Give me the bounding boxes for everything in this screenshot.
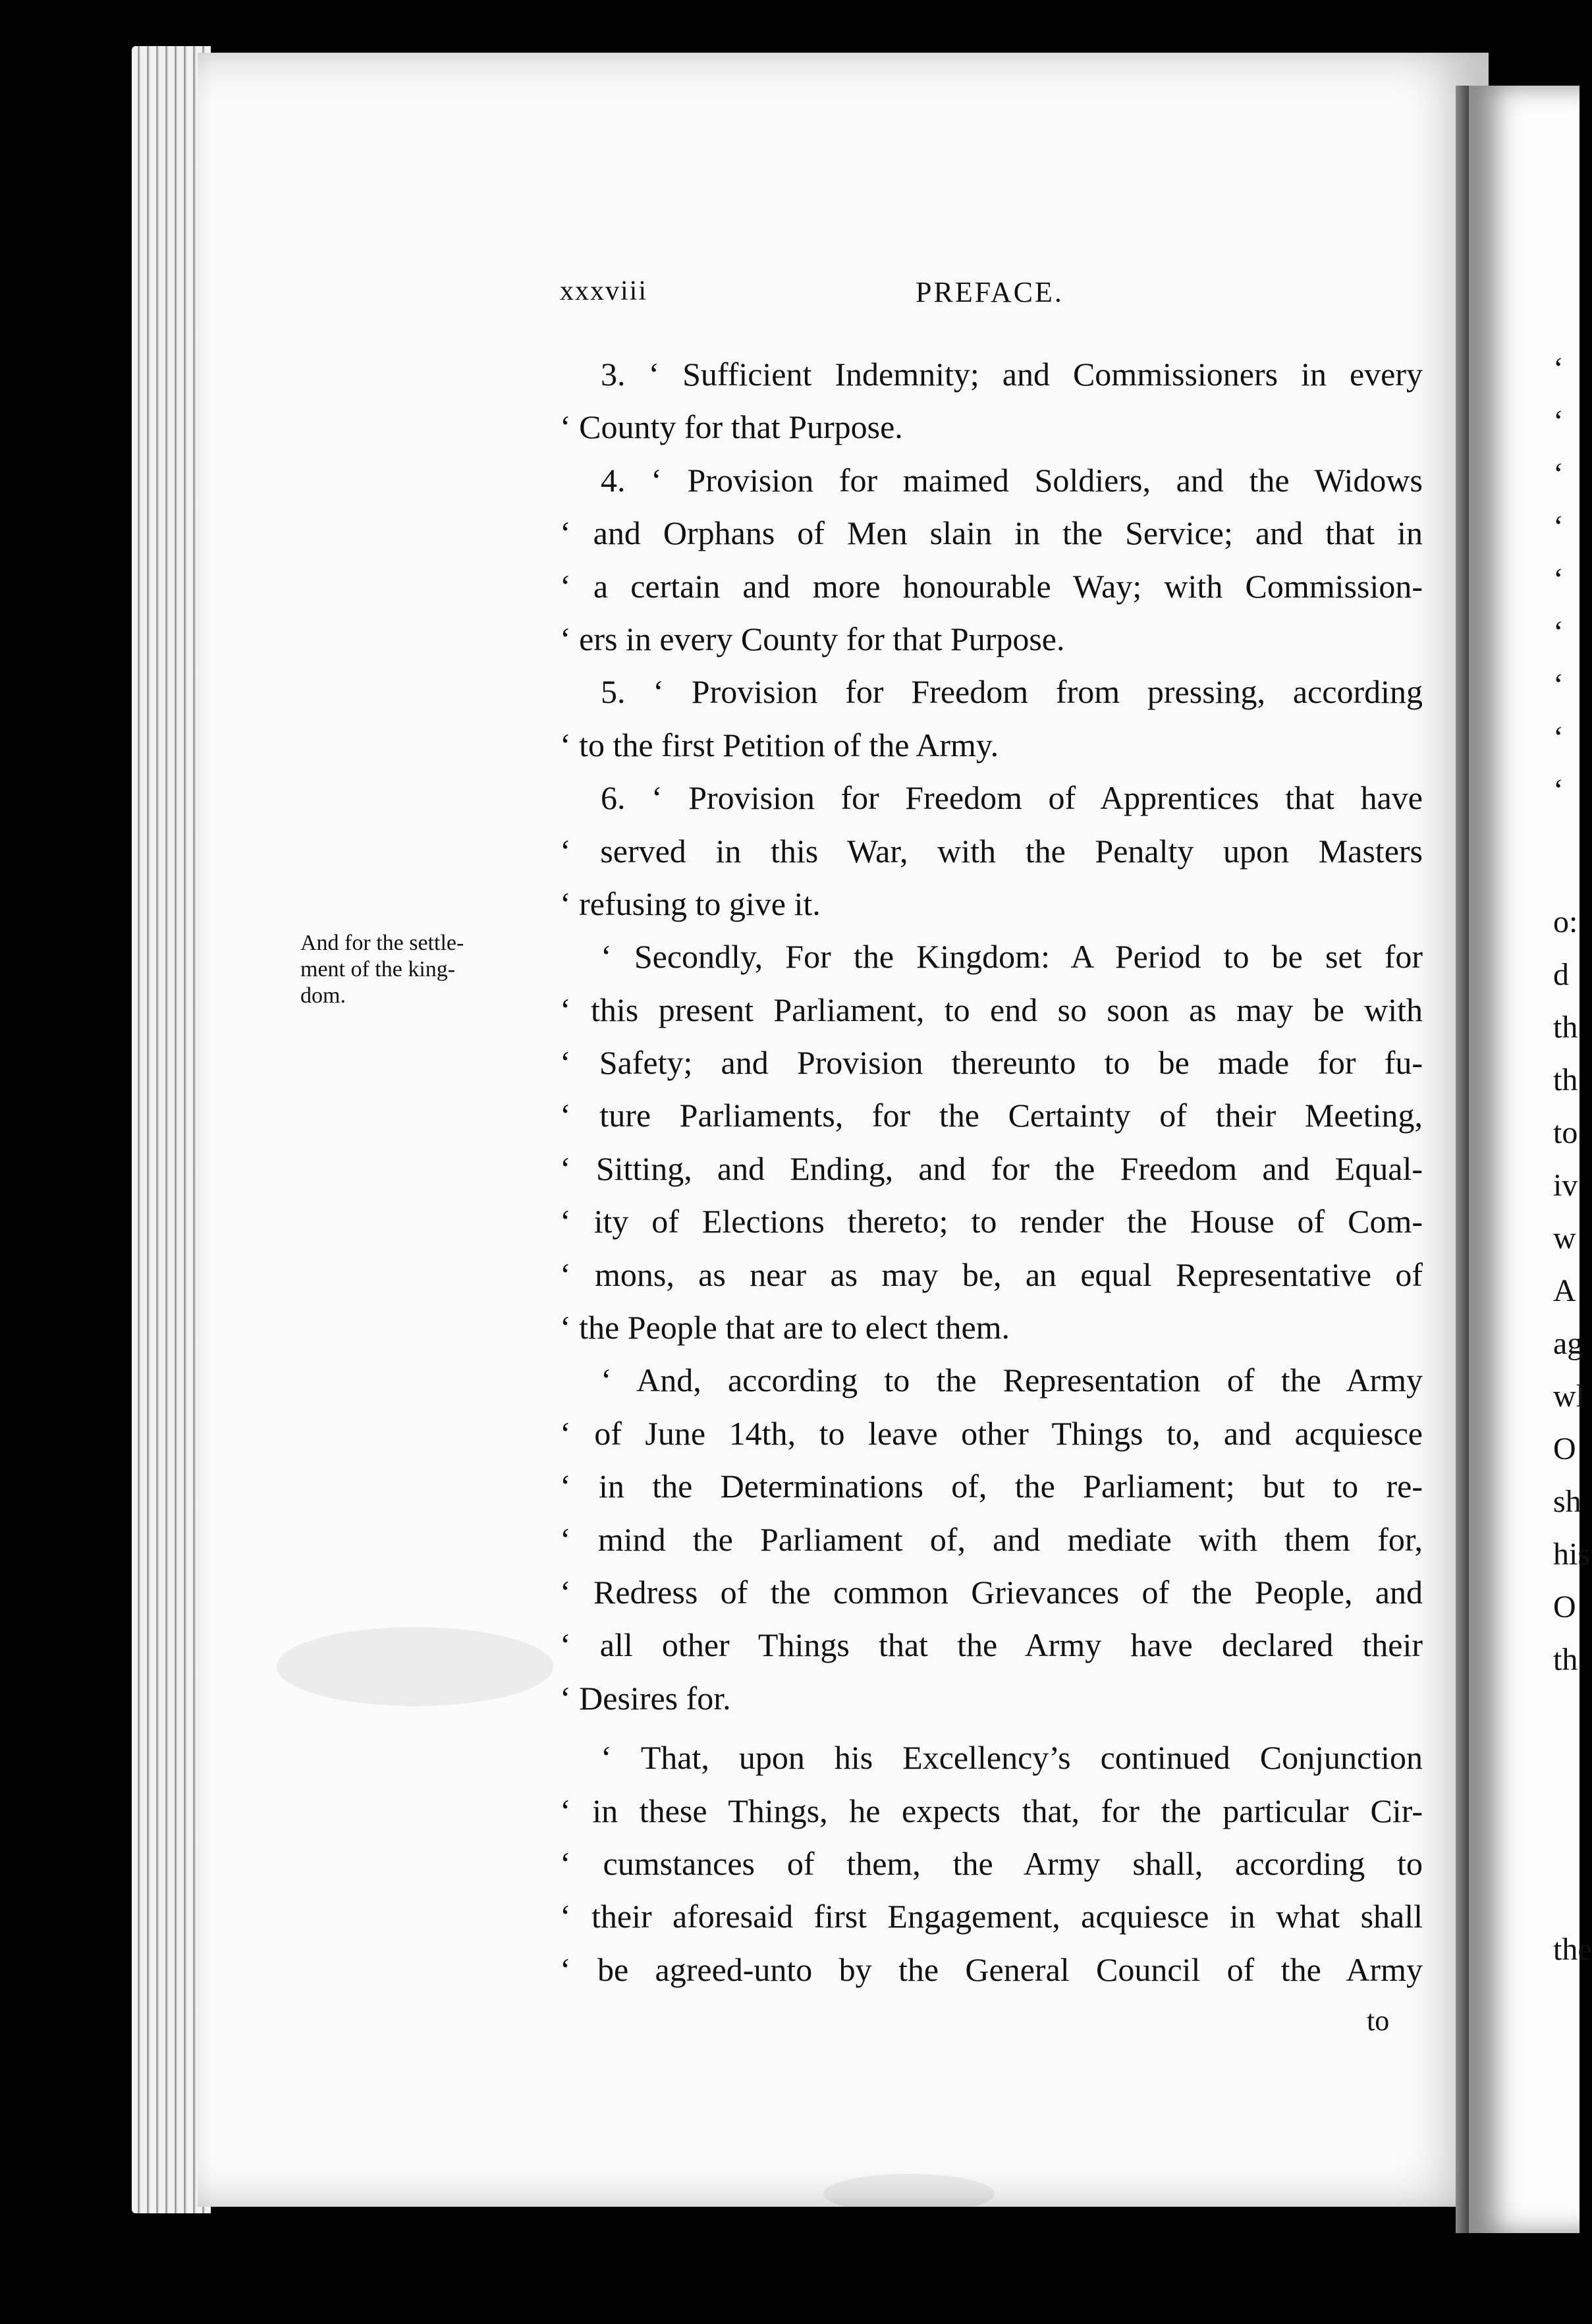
text-line: ‘ ity of Elections thereto; to render the House of Com- (560, 1203, 1423, 1240)
text-line: ‘ And, according to the Representation of the Army (601, 1362, 1423, 1399)
text-line: ‘ of June 14th, to leave other Things to, and acquiesce (560, 1414, 1423, 1452)
text-line: ‘ Redress of the common Grievances of the People, and (560, 1573, 1423, 1611)
text-line: 3. ‘ Sufficient Indemnity; and Commissioners in every (601, 356, 1423, 393)
text-line: ‘ in these Things, he expects that, for the particular Cir- (560, 1792, 1423, 1829)
text-line: ‘ County for that Purpose. (560, 408, 903, 446)
facing-fragment: w (1553, 1221, 1576, 1256)
text-line: ‘ mons, as near as may be, an equal Representative of (560, 1256, 1423, 1293)
facing-fragment: his (1553, 1537, 1591, 1572)
facing-fragment: ‘ (1553, 720, 1564, 755)
margin-note (300, 930, 524, 1009)
facing-fragment: to (1553, 1115, 1578, 1150)
page-header (560, 275, 1410, 315)
facing-fragment: A (1553, 1273, 1576, 1308)
text-line: ‘ a certain and more honourable Way; with Commission- (560, 567, 1423, 605)
page-number: xxxviii (560, 276, 648, 306)
facing-fragment: ‘ (1553, 404, 1564, 439)
facing-fragment: ‘ (1553, 773, 1564, 808)
facing-fragment: ‘ (1553, 562, 1564, 597)
text-line: ‘ in the Determinations of, the Parliament; but to re- (560, 1468, 1423, 1505)
bleed-through-smudge (823, 2174, 995, 2213)
facing-fragment: d (1553, 957, 1569, 992)
text-line: ‘ all other Things that the Army have declared their (560, 1626, 1423, 1664)
margin-note-line: ment of the king- (300, 957, 456, 982)
facing-fragment: O (1553, 1590, 1576, 1624)
text-line: ‘ Safety; and Provision thereunto to be made for fu- (560, 1044, 1423, 1082)
facing-fragment: ‘ (1553, 509, 1564, 544)
text-line: ‘ be agreed-unto by the General Council of the Army (560, 1950, 1423, 1988)
text-line: ‘ That, upon his Excellency’s continued Conjunction (601, 1739, 1423, 1777)
text-line: 5. ‘ Provision for Freedom from pressing, according (601, 673, 1423, 711)
facing-fragment: O (1553, 1431, 1576, 1466)
facing-fragment: ‘ (1553, 615, 1564, 650)
facing-fragment: th (1553, 1063, 1578, 1097)
facing-fragment: th (1553, 1010, 1578, 1045)
text-line: ‘ cumstances of them, the Army shall, according to (560, 1844, 1423, 1882)
facing-fragment: ag (1553, 1326, 1583, 1361)
text-line: ‘ and Orphans of Men slain in the Service; and that in (560, 514, 1423, 552)
facing-fragment: ‘ (1553, 667, 1564, 702)
facing-fragment: ‘ (1553, 351, 1564, 386)
bleed-through-smudge (277, 1627, 553, 1706)
running-head: PREFACE. (916, 276, 1064, 308)
text-line: ‘ this present Parliament, to end so soon as may be with (560, 991, 1423, 1028)
margin-note-line: And for the settle- (300, 931, 464, 955)
text-line: ‘ to the first Petition of the Army. (560, 726, 999, 763)
text-line: ‘ Sitting, and Ending, and for the Freedom and Equal- (560, 1149, 1423, 1187)
facing-fragment: sh (1553, 1484, 1581, 1519)
text-line: ‘ their aforesaid first Engagement, acquiesce in what shall (560, 1898, 1423, 1935)
text-line: ‘ ture Parliaments, for the Certainty of their Meeting, (560, 1097, 1423, 1134)
catchword: to (1367, 2005, 1390, 2037)
text-line: ‘ ers in every County for that Purpose. (560, 620, 1065, 657)
facing-fragment: o: (1553, 904, 1578, 939)
text-line: ‘ Secondly, For the Kingdom: A Period to be set for (601, 938, 1423, 976)
text-line: ‘ mind the Parliament of, and mediate with them for, (560, 1520, 1423, 1558)
text-line: ‘ served in this War, with the Penalty upon Masters (560, 832, 1423, 870)
margin-note-line: dom. (300, 983, 346, 1008)
text-line: ‘ refusing to give it. (560, 885, 821, 922)
text-line: ‘ Desires for. (560, 1679, 731, 1717)
body-text (560, 348, 1423, 1996)
facing-fragment: th (1553, 1642, 1578, 1677)
text-line: 6. ‘ Provision for Freedom of Apprentices that have (601, 779, 1423, 817)
facing-fragment: wl (1553, 1379, 1585, 1414)
text-line: ‘ the People that are to elect them. (560, 1309, 1010, 1346)
facing-fragment: ‘ (1553, 456, 1564, 491)
facing-fragment: the (1553, 1932, 1592, 1967)
text-line: 4. ‘ Provision for maimed Soldiers, and the Widows (601, 461, 1423, 499)
facing-fragment: iv (1553, 1168, 1578, 1203)
